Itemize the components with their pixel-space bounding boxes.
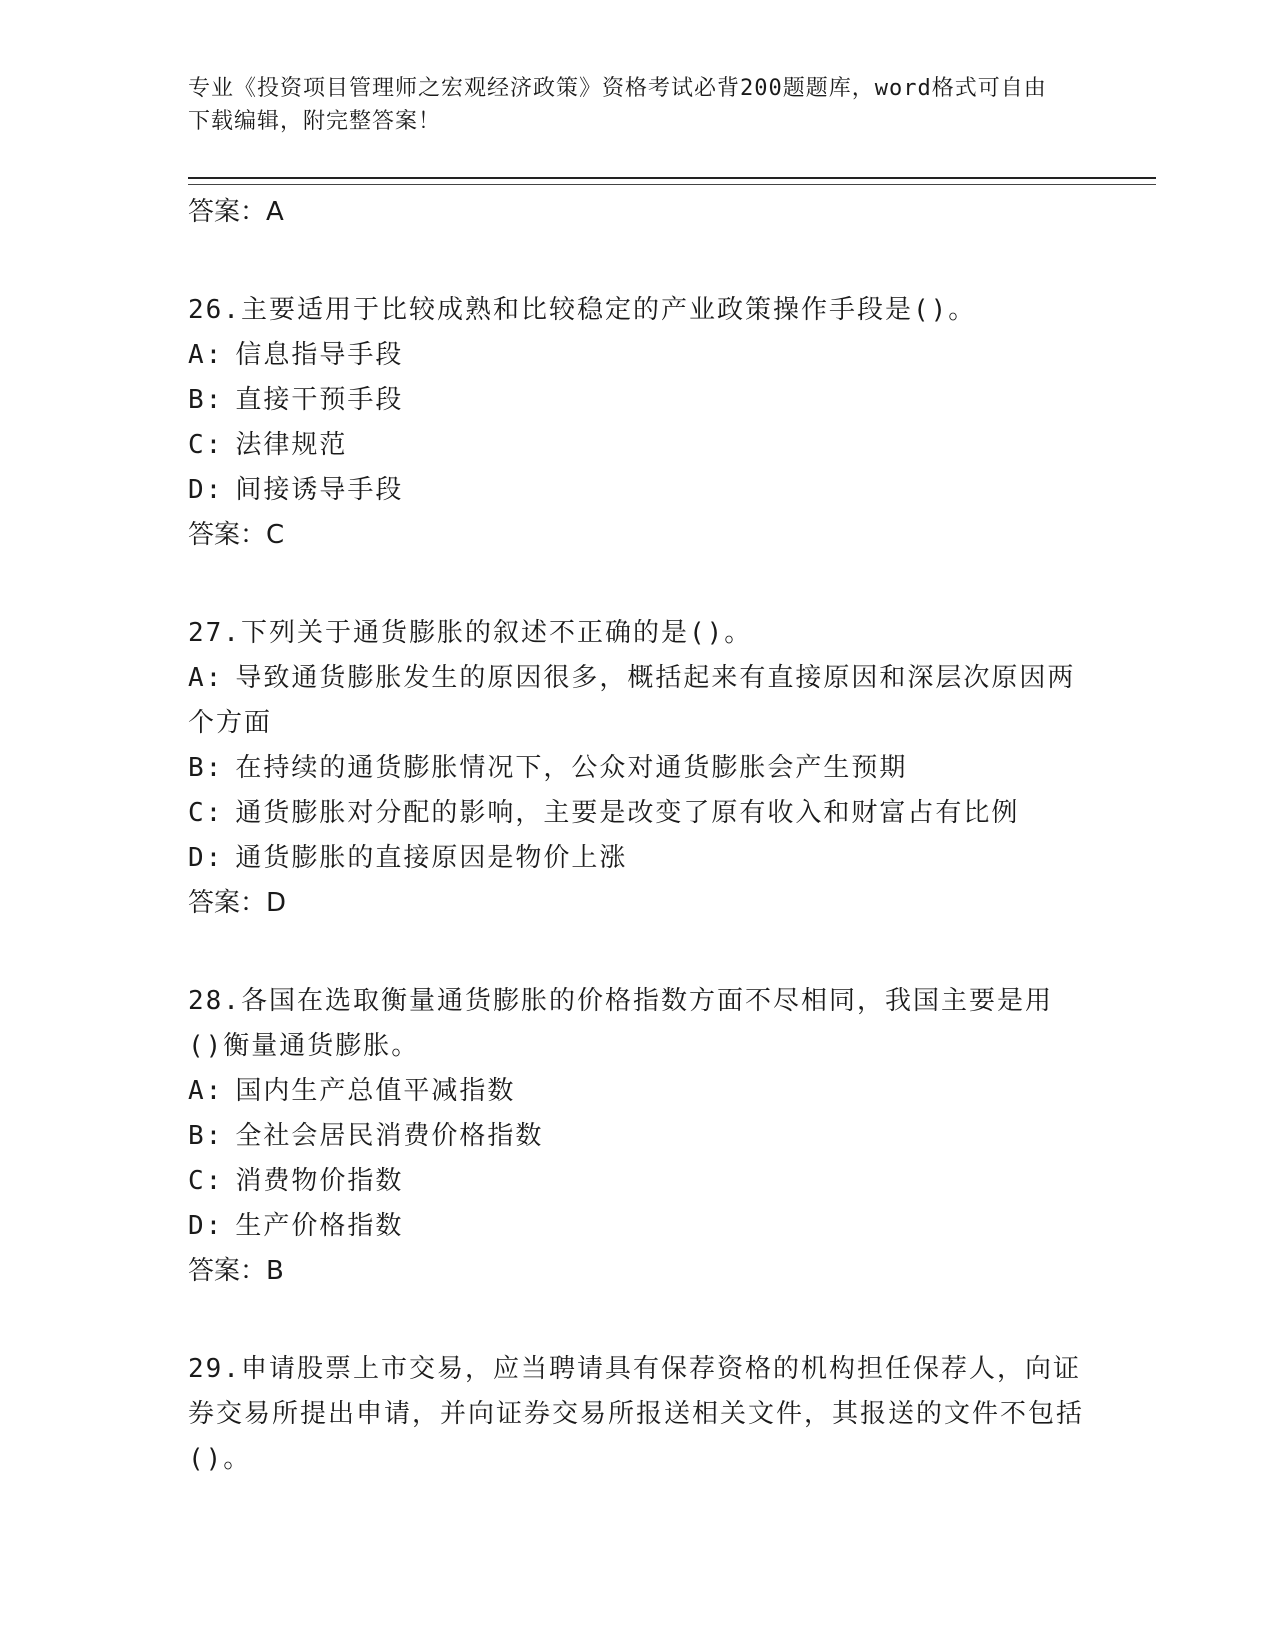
- answer-line: 答案：B: [188, 1256, 284, 1286]
- option-text: 生产价格指数: [235, 1211, 404, 1241]
- answer-line: 答案：D: [188, 888, 287, 918]
- option-key: A:: [188, 1076, 224, 1106]
- option-text: 直接干预手段: [235, 385, 404, 415]
- question-content: [188, 190, 1088, 1482]
- option-c: [188, 1159, 1088, 1204]
- option-key: A:: [188, 340, 224, 370]
- option-b: [188, 378, 1088, 423]
- option-key: D:: [188, 1211, 224, 1241]
- option-key: A:: [188, 663, 224, 693]
- option-text: 间接诱导手段: [235, 475, 404, 505]
- option-key: D:: [188, 475, 224, 505]
- option-b: [188, 1114, 1088, 1159]
- option-key: C:: [188, 798, 224, 828]
- option-key: B:: [188, 753, 224, 783]
- option-key: B:: [188, 385, 224, 415]
- question-stem: 28.各国在选取衡量通货膨胀的价格指数方面不尽相同，我国主要是用()衡量通货膨胀。: [188, 986, 1053, 1061]
- question-stem: 26.主要适用于比较成熟和比较稳定的产业政策操作手段是()。: [188, 295, 977, 325]
- question-stem: 29.申请股票上市交易，应当聘请具有保荐资格的机构担任保荐人，向证券交易所提出申请，并向证券交易所报送相关文件，其报送的文件不包括()。: [188, 1354, 1085, 1474]
- option-key: B:: [188, 1121, 224, 1151]
- option-text: 导致通货膨胀发生的原因很多，概括起来有直接原因和深层次原因两个方面: [188, 663, 1076, 738]
- option-key: C:: [188, 1166, 224, 1196]
- header-divider-thick: [188, 177, 1156, 179]
- option-text: 通货膨胀的直接原因是物价上涨: [235, 843, 628, 873]
- option-text: 法律规范: [235, 430, 348, 460]
- header-divider-thin: [188, 184, 1156, 185]
- option-c: [188, 423, 1088, 468]
- option-text: 信息指导手段: [235, 340, 404, 370]
- option-text: 消费物价指数: [235, 1166, 404, 1196]
- option-d: [188, 1204, 1088, 1249]
- question-stem: 27.下列关于通货膨胀的叙述不正确的是()。: [188, 618, 753, 648]
- option-a: [188, 333, 1088, 378]
- document-header: 专业《投资项目管理师之宏观经济政策》资格考试必背200题题库，word格式可自由下载编辑，附完整答案！: [188, 76, 1047, 134]
- option-key: D:: [188, 843, 224, 873]
- option-text: 全社会居民消费价格指数: [235, 1121, 544, 1151]
- option-text: 在持续的通货膨胀情况下，公众对通货膨胀会产生预期: [235, 753, 908, 783]
- option-b: [188, 746, 1088, 791]
- option-d: [188, 836, 1088, 881]
- option-d: [188, 468, 1088, 513]
- option-text: 通货膨胀对分配的影响，主要是改变了原有收入和财富占有比例: [235, 798, 1020, 828]
- option-text: 国内生产总值平减指数: [235, 1076, 516, 1106]
- answer-line: 答案：A: [188, 197, 284, 227]
- option-key: C:: [188, 430, 224, 460]
- option-a: [188, 656, 1088, 746]
- option-c: [188, 791, 1088, 836]
- answer-line: 答案：C: [188, 520, 285, 550]
- option-a: [188, 1069, 1088, 1114]
